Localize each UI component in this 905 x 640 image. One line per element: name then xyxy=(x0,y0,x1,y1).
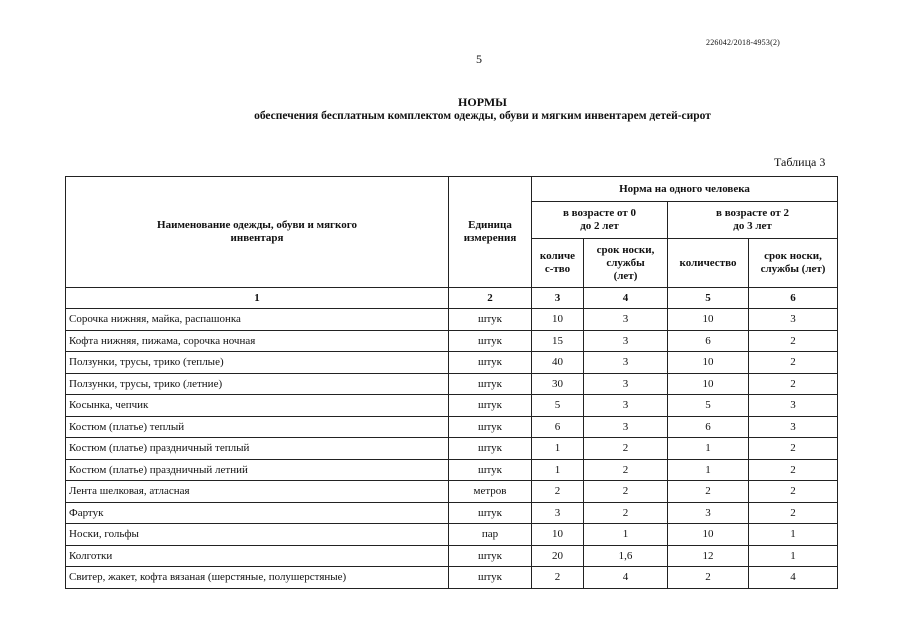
item-name-cell: Костюм (платье) теплый xyxy=(66,416,449,438)
header-age-2-3-text: в возрасте от 2 до 3 лет xyxy=(716,207,790,232)
term-2-3-cell: 2 xyxy=(749,502,838,524)
header-qty-1 xyxy=(532,239,584,288)
qty-0-2-cell: 6 xyxy=(532,416,584,438)
term-0-2-cell: 2 xyxy=(584,481,668,503)
unit-cell: штук xyxy=(449,373,532,395)
item-name-cell: Лента шелковая, атласная xyxy=(66,481,449,503)
qty-2-3-cell: 6 xyxy=(668,416,749,438)
page-subtitle: обеспечения бесплатным комплектом одежды, обуви и мягким инвентарем детей-сирот xyxy=(254,110,711,122)
term-0-2-cell: 2 xyxy=(584,502,668,524)
term-2-3-cell: 3 xyxy=(749,395,838,417)
header-name xyxy=(66,177,449,288)
qty-0-2-cell: 5 xyxy=(532,395,584,417)
column-number: 1 xyxy=(66,288,449,309)
unit-cell: штук xyxy=(449,567,532,589)
qty-2-3-cell: 10 xyxy=(668,309,749,331)
item-name-cell: Косынка, чепчик xyxy=(66,395,449,417)
qty-2-3-cell: 3 xyxy=(668,502,749,524)
header-qty-2: количество xyxy=(668,239,749,288)
qty-2-3-cell: 1 xyxy=(668,438,749,460)
unit-cell: штук xyxy=(449,395,532,417)
column-number: 6 xyxy=(749,288,838,309)
item-name-cell: Колготки xyxy=(66,545,449,567)
table-row xyxy=(66,352,838,374)
unit-cell: штук xyxy=(449,352,532,374)
unit-cell: штук xyxy=(449,309,532,331)
item-name-cell: Костюм (платье) праздничный летний xyxy=(66,459,449,481)
qty-0-2-cell: 15 xyxy=(532,330,584,352)
term-2-3-cell: 1 xyxy=(749,524,838,546)
table-row xyxy=(66,459,838,481)
qty-2-3-cell: 12 xyxy=(668,545,749,567)
term-0-2-cell: 3 xyxy=(584,309,668,331)
table-row xyxy=(66,373,838,395)
qty-2-3-cell: 10 xyxy=(668,373,749,395)
term-0-2-cell: 4 xyxy=(584,567,668,589)
term-0-2-cell: 3 xyxy=(584,330,668,352)
term-2-3-cell: 2 xyxy=(749,352,838,374)
unit-cell: штук xyxy=(449,459,532,481)
unit-cell: штук xyxy=(449,416,532,438)
table-row xyxy=(66,567,838,589)
header-term-1-text: срок носки, службы (лет) xyxy=(596,243,655,282)
term-0-2-cell: 3 xyxy=(584,373,668,395)
item-name-cell: Ползунки, трусы, трико (теплые) xyxy=(66,352,449,374)
table-row xyxy=(66,502,838,524)
term-0-2-cell: 2 xyxy=(584,438,668,460)
term-0-2-cell: 2 xyxy=(584,459,668,481)
term-0-2-cell: 1,6 xyxy=(584,545,668,567)
qty-0-2-cell: 2 xyxy=(532,481,584,503)
qty-2-3-cell: 10 xyxy=(668,524,749,546)
header-term-2 xyxy=(749,239,838,288)
unit-cell: штук xyxy=(449,502,532,524)
page-title: НОРМЫ xyxy=(458,95,507,109)
header-name-text: Наименование одежды, обуви и мягкого инвентаря xyxy=(157,219,357,244)
header-unit xyxy=(449,177,532,288)
unit-cell: штук xyxy=(449,438,532,460)
table-row xyxy=(66,416,838,438)
header-term-2-text: срок носки, службы (лет) xyxy=(760,250,826,275)
term-2-3-cell: 3 xyxy=(749,309,838,331)
term-2-3-cell: 3 xyxy=(749,416,838,438)
item-name-cell: Кофта нижняя, пижама, сорочка ночная xyxy=(66,330,449,352)
qty-2-3-cell: 10 xyxy=(668,352,749,374)
term-0-2-cell: 3 xyxy=(584,416,668,438)
item-name-cell: Сорочка нижняя, майка, распашонка xyxy=(66,309,449,331)
term-0-2-cell: 1 xyxy=(584,524,668,546)
unit-cell: штук xyxy=(449,545,532,567)
header-term-1 xyxy=(584,239,668,288)
header-norm: Норма на одного человека xyxy=(532,177,838,202)
page-number: 5 xyxy=(476,52,482,66)
column-number: 4 xyxy=(584,288,668,309)
term-2-3-cell: 2 xyxy=(749,481,838,503)
table-row xyxy=(66,395,838,417)
term-0-2-cell: 3 xyxy=(584,352,668,374)
table-row xyxy=(66,309,838,331)
qty-0-2-cell: 10 xyxy=(532,309,584,331)
qty-0-2-cell: 20 xyxy=(532,545,584,567)
table-row xyxy=(66,481,838,503)
item-name-cell: Свитер, жакет, кофта вязаная (шерстяные, полушерстяные) xyxy=(66,567,449,589)
column-number: 5 xyxy=(668,288,749,309)
qty-2-3-cell: 6 xyxy=(668,330,749,352)
table-row xyxy=(66,330,838,352)
header-unit-text: Единица измерения xyxy=(463,219,517,244)
header-age-2-3 xyxy=(668,202,838,239)
qty-2-3-cell: 1 xyxy=(668,459,749,481)
qty-0-2-cell: 3 xyxy=(532,502,584,524)
item-name-cell: Ползунки, трусы, трико (летние) xyxy=(66,373,449,395)
table-row xyxy=(66,438,838,460)
qty-2-3-cell: 2 xyxy=(668,481,749,503)
table-row xyxy=(66,545,838,567)
table-label: Таблица 3 xyxy=(774,155,826,169)
term-2-3-cell: 2 xyxy=(749,330,838,352)
term-2-3-cell: 1 xyxy=(749,545,838,567)
unit-cell: штук xyxy=(449,330,532,352)
unit-cell: метров xyxy=(449,481,532,503)
qty-0-2-cell: 30 xyxy=(532,373,584,395)
header-age-0-2 xyxy=(532,202,668,239)
item-name-cell: Фартук xyxy=(66,502,449,524)
header-age-0-2-text: в возрасте от 0 до 2 лет xyxy=(562,207,637,232)
qty-2-3-cell: 2 xyxy=(668,567,749,589)
norms-table xyxy=(65,176,838,589)
qty-0-2-cell: 1 xyxy=(532,459,584,481)
table-row xyxy=(66,524,838,546)
document-id: 226042/2018-4953(2) xyxy=(706,38,781,47)
term-0-2-cell: 3 xyxy=(584,395,668,417)
term-2-3-cell: 4 xyxy=(749,567,838,589)
term-2-3-cell: 2 xyxy=(749,438,838,460)
qty-0-2-cell: 40 xyxy=(532,352,584,374)
column-number: 2 xyxy=(449,288,532,309)
column-number: 3 xyxy=(532,288,584,309)
item-name-cell: Носки, гольфы xyxy=(66,524,449,546)
qty-0-2-cell: 1 xyxy=(532,438,584,460)
header-qty-1-text: количес-тво xyxy=(539,250,576,275)
column-numbers-row xyxy=(66,288,838,309)
unit-cell: пар xyxy=(449,524,532,546)
item-name-cell: Костюм (платье) праздничный теплый xyxy=(66,438,449,460)
term-2-3-cell: 2 xyxy=(749,373,838,395)
table-body xyxy=(66,309,838,589)
qty-0-2-cell: 2 xyxy=(532,567,584,589)
qty-0-2-cell: 10 xyxy=(532,524,584,546)
term-2-3-cell: 2 xyxy=(749,459,838,481)
qty-2-3-cell: 5 xyxy=(668,395,749,417)
